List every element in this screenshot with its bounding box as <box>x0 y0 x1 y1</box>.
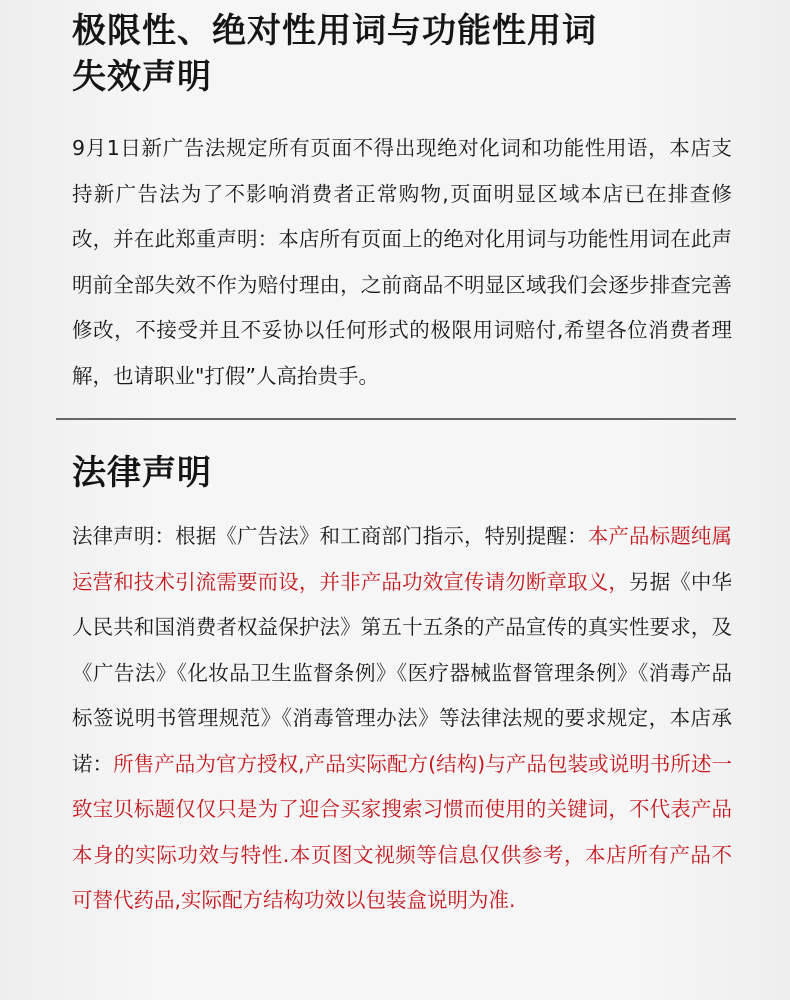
disclaimer-section <box>72 8 732 399</box>
legal-highlight-segment: 本产品标题纯属运营和技术引流需要而设，并非产品功效宣传请勿断章取义， <box>72 524 733 594</box>
legal-section <box>72 450 732 924</box>
legal-highlight-segment: 所售产品为官方授权,产品实际配方(结构)与产品包装或说明书所述一致宝贝标题仅仅只是为了迎合买家搜索习惯而使用的关键词，不代表产品本身的实际功效与特性.本页图文视频等信息仅供参考，本店所有产品不可替代药品,实际配方结构功效以包装盒说明为准. <box>72 751 732 912</box>
legal-text-segment: 法律声明：根据《广告法》和工商部门指示，特别提醒： <box>72 524 588 548</box>
legal-body <box>72 514 732 924</box>
legal-title: 法律声明 <box>72 453 212 493</box>
section-divider <box>56 418 736 420</box>
disclaimer-body: 9月1日新广告法规定所有页面不得出现绝对化词和功能性用语，本店支持新广告法为了不影响消费者正常购物,页面明显区域本店已在排查修改，并在此郑重声明：本店所有页面上的绝对化用词与功能性用词在此声明前全部失效不作为赔付理由，之前商品不明显区域我们会逐步排查完善修改，不接受并且不妥协以任何形式的极限用词赔付,希望各位消费者理解，也请职业"打假”人高抬贵手。 <box>72 136 732 388</box>
disclaimer-title <box>72 8 732 100</box>
legal-text-segment: 另据《中华人民共和国消费者权益保护法》第五十五条的产品宣传的真实性要求，及《广告法》《化妆品卫生监督条例》《医疗器械监督管理条例》《消毒产品标签说明书管理规范》《消毒管理办法》等法律法规的要求规定，本店承诺： <box>72 569 733 776</box>
disclaimer-title-line-1: 极限性、绝对性用词与功能性用词 <box>72 11 597 51</box>
disclaimer-title-line-2: 失效声明 <box>72 57 212 97</box>
